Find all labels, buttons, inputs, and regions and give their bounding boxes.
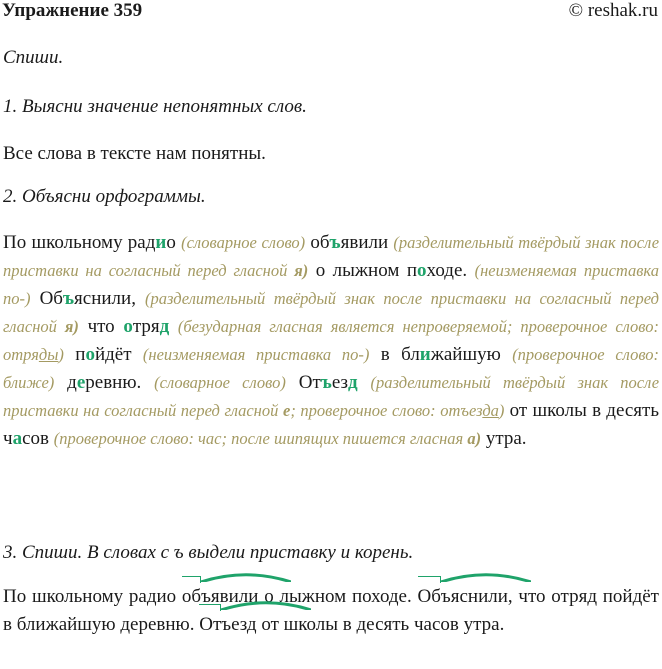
- note: (безударная гласная является непроверяемой; проверочное слово: отряды): [3, 317, 659, 364]
- note: (неизменяемая приставка по-): [142, 345, 370, 364]
- root-mark: ъяв: [201, 583, 229, 611]
- root-mark: ъясн: [441, 583, 478, 611]
- note: (словарное слово): [154, 373, 286, 392]
- prefix-mark: об: [182, 583, 201, 611]
- prefix-mark: От: [199, 611, 221, 639]
- question-1-title: 1. Выясни значение непонятных слов.: [3, 96, 307, 117]
- note: (проверочное слово: час; после шипящих пишется гласная а): [53, 429, 482, 448]
- note: (словарное слово): [181, 233, 306, 252]
- header: [0, 0, 662, 24]
- prefix-mark: Об: [418, 583, 441, 611]
- note: (разделительный твёрдый знак после приставки на согласный перед гласной я): [3, 289, 660, 336]
- site-credit: © reshak.ru: [568, 0, 658, 21]
- note: (разделительный твёрдый знак после приставки на согласный перед гласной я): [3, 233, 660, 280]
- orthogram-explanation: По школьному радио (словарное слово) объявили (разделительный твёрдый знак после приставки на согласный перед гласной я) о лыжном походе. (неизменяемая приставка по-) Объяснили, (разделительный твёрдый знак после приставки на согласный перед гласной я) что отряд (безударная гласная является непроверяемой; проверочное слово: отряды) пойдёт (неизменяемая приставка по-) в ближайшую (проверочное слово: ближе) деревню. (словарное слово) Отъезд (разделительный твёрдый знак после приставки на согласный перед гласной е; проверочное слово: отъезда) от школы в десять часов (проверочное слово: час; после шипящих пишется гласная а) утра.: [3, 232, 660, 449]
- exercise-title: Упражнение 359: [2, 0, 143, 21]
- note: (неизменяемая приставка по-): [3, 261, 659, 308]
- question-1-answer: Все слова в тексте нам понятны.: [3, 143, 266, 164]
- task-instruction: Спиши.: [3, 47, 64, 68]
- root-mark: ъезд: [221, 611, 256, 639]
- question-3-title: 3. Спиши. В словах с ъ выдели приставку и корень.: [3, 542, 414, 563]
- note: (разделительный твёрдый знак после приставки на согласный перед гласной е; проверочное слово: отъезда): [3, 373, 660, 420]
- question-2-title: 2. Объясни орфограммы.: [3, 186, 206, 207]
- copied-text: По школьному радио об ъявили о лыжном походе. Об ъяснили, что отряд пойдёт в ближайшую деревню. От ъезд от школы в десять часов утра.: [3, 583, 659, 639]
- note: (проверочное слово: ближе): [3, 345, 660, 392]
